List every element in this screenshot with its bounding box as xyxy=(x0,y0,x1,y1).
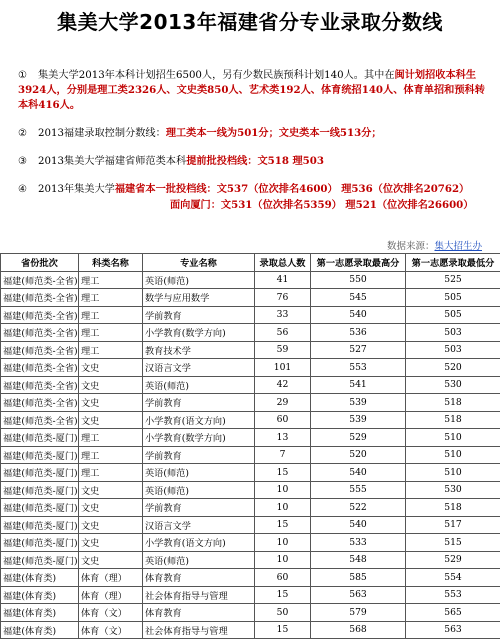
note-number: ③ xyxy=(18,155,38,169)
cell-category: 文史 xyxy=(79,359,143,377)
cell-province-batch: 福建(师范类-全省) xyxy=(1,324,79,342)
cell-total: 10 xyxy=(255,499,311,517)
table-row xyxy=(1,376,500,394)
cell-max-score: 539 xyxy=(311,394,406,412)
cell-min-score: 505 xyxy=(406,306,500,324)
cell-min-score: 505 xyxy=(406,289,500,307)
cell-max-score: 540 xyxy=(311,464,406,482)
cell-max-score: 550 xyxy=(311,271,406,289)
table-row xyxy=(1,324,500,342)
note-text: 2013集美大学福建省师范类本科 xyxy=(38,156,186,167)
cell-major: 小学教育(语文方向) xyxy=(143,534,255,552)
cell-category: 文史 xyxy=(79,551,143,569)
cell-category: 理工 xyxy=(79,429,143,447)
note-highlight: 闽计划招收本科生3924人，分别是理工类2326人、文史类850人、艺术类192人、体育统招140人、体育单招和预科转本科416人。 xyxy=(18,69,485,111)
cell-max-score: 579 xyxy=(311,604,406,622)
cell-category: 理工 xyxy=(79,289,143,307)
cell-category: 文史 xyxy=(79,516,143,534)
cell-major: 英语(师范) xyxy=(143,271,255,289)
cell-total: 29 xyxy=(255,394,311,412)
header-total: 录取总人数 xyxy=(255,254,311,272)
cell-province-batch: 福建(师范类-厦门) xyxy=(1,499,79,517)
cell-province-batch: 福建(师范类-全省) xyxy=(1,341,79,359)
cell-category: 体育（理） xyxy=(79,586,143,604)
cell-major: 社会体育指导与管理 xyxy=(143,621,255,639)
cell-major: 学前教育 xyxy=(143,499,255,517)
cell-max-score: 536 xyxy=(311,324,406,342)
cell-category: 文史 xyxy=(79,411,143,429)
cell-major: 学前教育 xyxy=(143,394,255,412)
cell-category: 体育（文） xyxy=(79,604,143,622)
cell-province-batch: 福建(师范类-厦门) xyxy=(1,534,79,552)
source-link[interactable]: 集大招生办 xyxy=(434,241,482,252)
cell-province-batch: 福建(师范类-厦门) xyxy=(1,551,79,569)
table-row xyxy=(1,499,500,517)
cell-max-score: 533 xyxy=(311,534,406,552)
cell-province-batch: 福建(师范类-全省) xyxy=(1,376,79,394)
cell-province-batch: 福建(师范类-全省) xyxy=(1,394,79,412)
cell-major: 数学与应用数学 xyxy=(143,289,255,307)
cell-min-score: 518 xyxy=(406,499,500,517)
cell-total: 15 xyxy=(255,586,311,604)
cell-total: 15 xyxy=(255,464,311,482)
table-row xyxy=(1,306,500,324)
cell-min-score: 525 xyxy=(406,271,500,289)
table-row xyxy=(1,551,500,569)
cell-major: 体育教育 xyxy=(143,604,255,622)
note-4-line2: 面向厦门：文531（位次排名5359） 理521（位次排名26600） xyxy=(170,198,490,212)
cell-category: 理工 xyxy=(79,446,143,464)
cell-major: 学前教育 xyxy=(143,446,255,464)
cell-min-score: 520 xyxy=(406,359,500,377)
table-row xyxy=(1,481,500,499)
cell-major: 教育技术学 xyxy=(143,341,255,359)
cell-max-score: 548 xyxy=(311,551,406,569)
cell-min-score: 553 xyxy=(406,586,500,604)
cell-total: 42 xyxy=(255,376,311,394)
cell-max-score: 541 xyxy=(311,376,406,394)
header-category: 科类名称 xyxy=(79,254,143,272)
cell-province-batch: 福建(师范类-厦门) xyxy=(1,516,79,534)
cell-category: 文史 xyxy=(79,499,143,517)
cell-total: 10 xyxy=(255,481,311,499)
cell-major: 英语(师范) xyxy=(143,481,255,499)
cell-total: 59 xyxy=(255,341,311,359)
cell-max-score: 522 xyxy=(311,499,406,517)
cell-province-batch: 福建(师范类-厦门) xyxy=(1,464,79,482)
cell-max-score: 585 xyxy=(311,569,406,587)
note-highlight: 理工类本一线为501分；文史类本一线513分； xyxy=(166,127,382,139)
cell-min-score: 530 xyxy=(406,481,500,499)
note-highlight: 文518 理503 xyxy=(258,155,324,167)
cell-min-score: 530 xyxy=(406,376,500,394)
table-row xyxy=(1,394,500,412)
cell-min-score: 563 xyxy=(406,621,500,639)
cell-category: 理工 xyxy=(79,306,143,324)
cell-max-score: 540 xyxy=(311,516,406,534)
table-row xyxy=(1,569,500,587)
cell-province-batch: 福建(师范类-全省) xyxy=(1,359,79,377)
cell-max-score: 527 xyxy=(311,341,406,359)
cell-min-score: 554 xyxy=(406,569,500,587)
header-min-score: 第一志愿录取最低分 xyxy=(406,254,500,272)
table-row xyxy=(1,604,500,622)
cell-category: 文史 xyxy=(79,481,143,499)
cell-min-score: 518 xyxy=(406,411,500,429)
cell-min-score: 510 xyxy=(406,464,500,482)
cell-max-score: 539 xyxy=(311,411,406,429)
table-row xyxy=(1,446,500,464)
cell-major: 汉语言文学 xyxy=(143,516,255,534)
cell-province-batch: 福建(师范类-厦门) xyxy=(1,446,79,464)
cell-max-score: 520 xyxy=(311,446,406,464)
note-number: ① xyxy=(18,69,38,83)
cell-major: 英语(师范) xyxy=(143,464,255,482)
note-highlight: 提前批投档线： xyxy=(186,155,257,167)
cell-category: 体育（理） xyxy=(79,569,143,587)
cell-major: 小学教育(数学方向) xyxy=(143,324,255,342)
cell-major: 英语(师范) xyxy=(143,551,255,569)
cell-total: 101 xyxy=(255,359,311,377)
header-max-score: 第一志愿录取最高分 xyxy=(311,254,406,272)
cell-category: 文史 xyxy=(79,534,143,552)
table-row xyxy=(1,289,500,307)
cell-total: 50 xyxy=(255,604,311,622)
cell-major: 小学教育(数学方向) xyxy=(143,429,255,447)
cell-category: 理工 xyxy=(79,341,143,359)
note-text: 2013福建录取控制分数线： xyxy=(38,128,166,139)
cell-province-batch: 福建(师范类-全省) xyxy=(1,289,79,307)
cell-province-batch: 福建(体育类) xyxy=(1,569,79,587)
cell-min-score: 518 xyxy=(406,394,500,412)
cell-total: 7 xyxy=(255,446,311,464)
note-text: 2013年集美大学 xyxy=(38,184,115,195)
cell-max-score: 555 xyxy=(311,481,406,499)
cell-province-batch: 福建(体育类) xyxy=(1,621,79,639)
cell-province-batch: 福建(体育类) xyxy=(1,604,79,622)
cell-major: 小学教育(语文方向) xyxy=(143,411,255,429)
note-text: 集美大学2013年本科计划招生6500人，另有少数民族预科计划140人。其中在 xyxy=(38,70,395,81)
table-row xyxy=(1,429,500,447)
note-3 xyxy=(18,154,492,169)
table-row xyxy=(1,464,500,482)
cell-category: 体育（文） xyxy=(79,621,143,639)
cell-min-score: 529 xyxy=(406,551,500,569)
note-4 xyxy=(18,182,492,197)
cell-min-score: 510 xyxy=(406,429,500,447)
cell-province-batch: 福建(师范类-厦门) xyxy=(1,481,79,499)
cell-total: 13 xyxy=(255,429,311,447)
table-row xyxy=(1,516,500,534)
cell-province-batch: 福建(师范类-全省) xyxy=(1,411,79,429)
note-highlight: 福建省本一批投档线：文537（位次排名4600） 理536（位次排名20762） xyxy=(115,183,469,195)
cell-min-score: 503 xyxy=(406,341,500,359)
cell-category: 文史 xyxy=(79,376,143,394)
page-title: 集美大学2013年福建省分专业录取分数线 xyxy=(0,6,500,35)
cell-max-score: 540 xyxy=(311,306,406,324)
cell-max-score: 529 xyxy=(311,429,406,447)
note-number: ② xyxy=(18,127,38,141)
note-1 xyxy=(18,68,492,113)
cell-total: 33 xyxy=(255,306,311,324)
cell-min-score: 503 xyxy=(406,324,500,342)
table-row xyxy=(1,534,500,552)
table-row xyxy=(1,271,500,289)
cell-total: 10 xyxy=(255,551,311,569)
cell-province-batch: 福建(体育类) xyxy=(1,586,79,604)
cell-province-batch: 福建(师范类-全省) xyxy=(1,306,79,324)
cell-province-batch: 福建(师范类-厦门) xyxy=(1,429,79,447)
table-row xyxy=(1,341,500,359)
table-row xyxy=(1,586,500,604)
header-major: 专业名称 xyxy=(143,254,255,272)
table-row xyxy=(1,359,500,377)
cell-total: 15 xyxy=(255,621,311,639)
cell-min-score: 515 xyxy=(406,534,500,552)
cell-major: 体育教育 xyxy=(143,569,255,587)
cell-total: 10 xyxy=(255,534,311,552)
cell-category: 文史 xyxy=(79,394,143,412)
cell-category: 理工 xyxy=(79,464,143,482)
cell-min-score: 565 xyxy=(406,604,500,622)
header-province-batch: 省份批次 xyxy=(1,254,79,272)
cell-total: 60 xyxy=(255,411,311,429)
cell-major: 英语(师范) xyxy=(143,376,255,394)
cell-major: 社会体育指导与管理 xyxy=(143,586,255,604)
table-header-row xyxy=(1,254,500,272)
cell-major: 汉语言文学 xyxy=(143,359,255,377)
cell-max-score: 563 xyxy=(311,586,406,604)
cell-total: 15 xyxy=(255,516,311,534)
cell-category: 理工 xyxy=(79,324,143,342)
cell-major: 学前教育 xyxy=(143,306,255,324)
data-source xyxy=(387,238,482,252)
cell-category: 理工 xyxy=(79,271,143,289)
cell-min-score: 517 xyxy=(406,516,500,534)
source-label: 数据来源： xyxy=(387,241,435,252)
table-row xyxy=(1,411,500,429)
admission-table xyxy=(0,253,500,639)
cell-max-score: 553 xyxy=(311,359,406,377)
cell-min-score: 510 xyxy=(406,446,500,464)
cell-max-score: 568 xyxy=(311,621,406,639)
cell-province-batch: 福建(师范类-全省) xyxy=(1,271,79,289)
cell-total: 56 xyxy=(255,324,311,342)
cell-max-score: 545 xyxy=(311,289,406,307)
note-number: ④ xyxy=(18,183,38,197)
cell-total: 41 xyxy=(255,271,311,289)
cell-total: 76 xyxy=(255,289,311,307)
table-row xyxy=(1,621,500,639)
note-2 xyxy=(18,126,492,141)
cell-total: 60 xyxy=(255,569,311,587)
